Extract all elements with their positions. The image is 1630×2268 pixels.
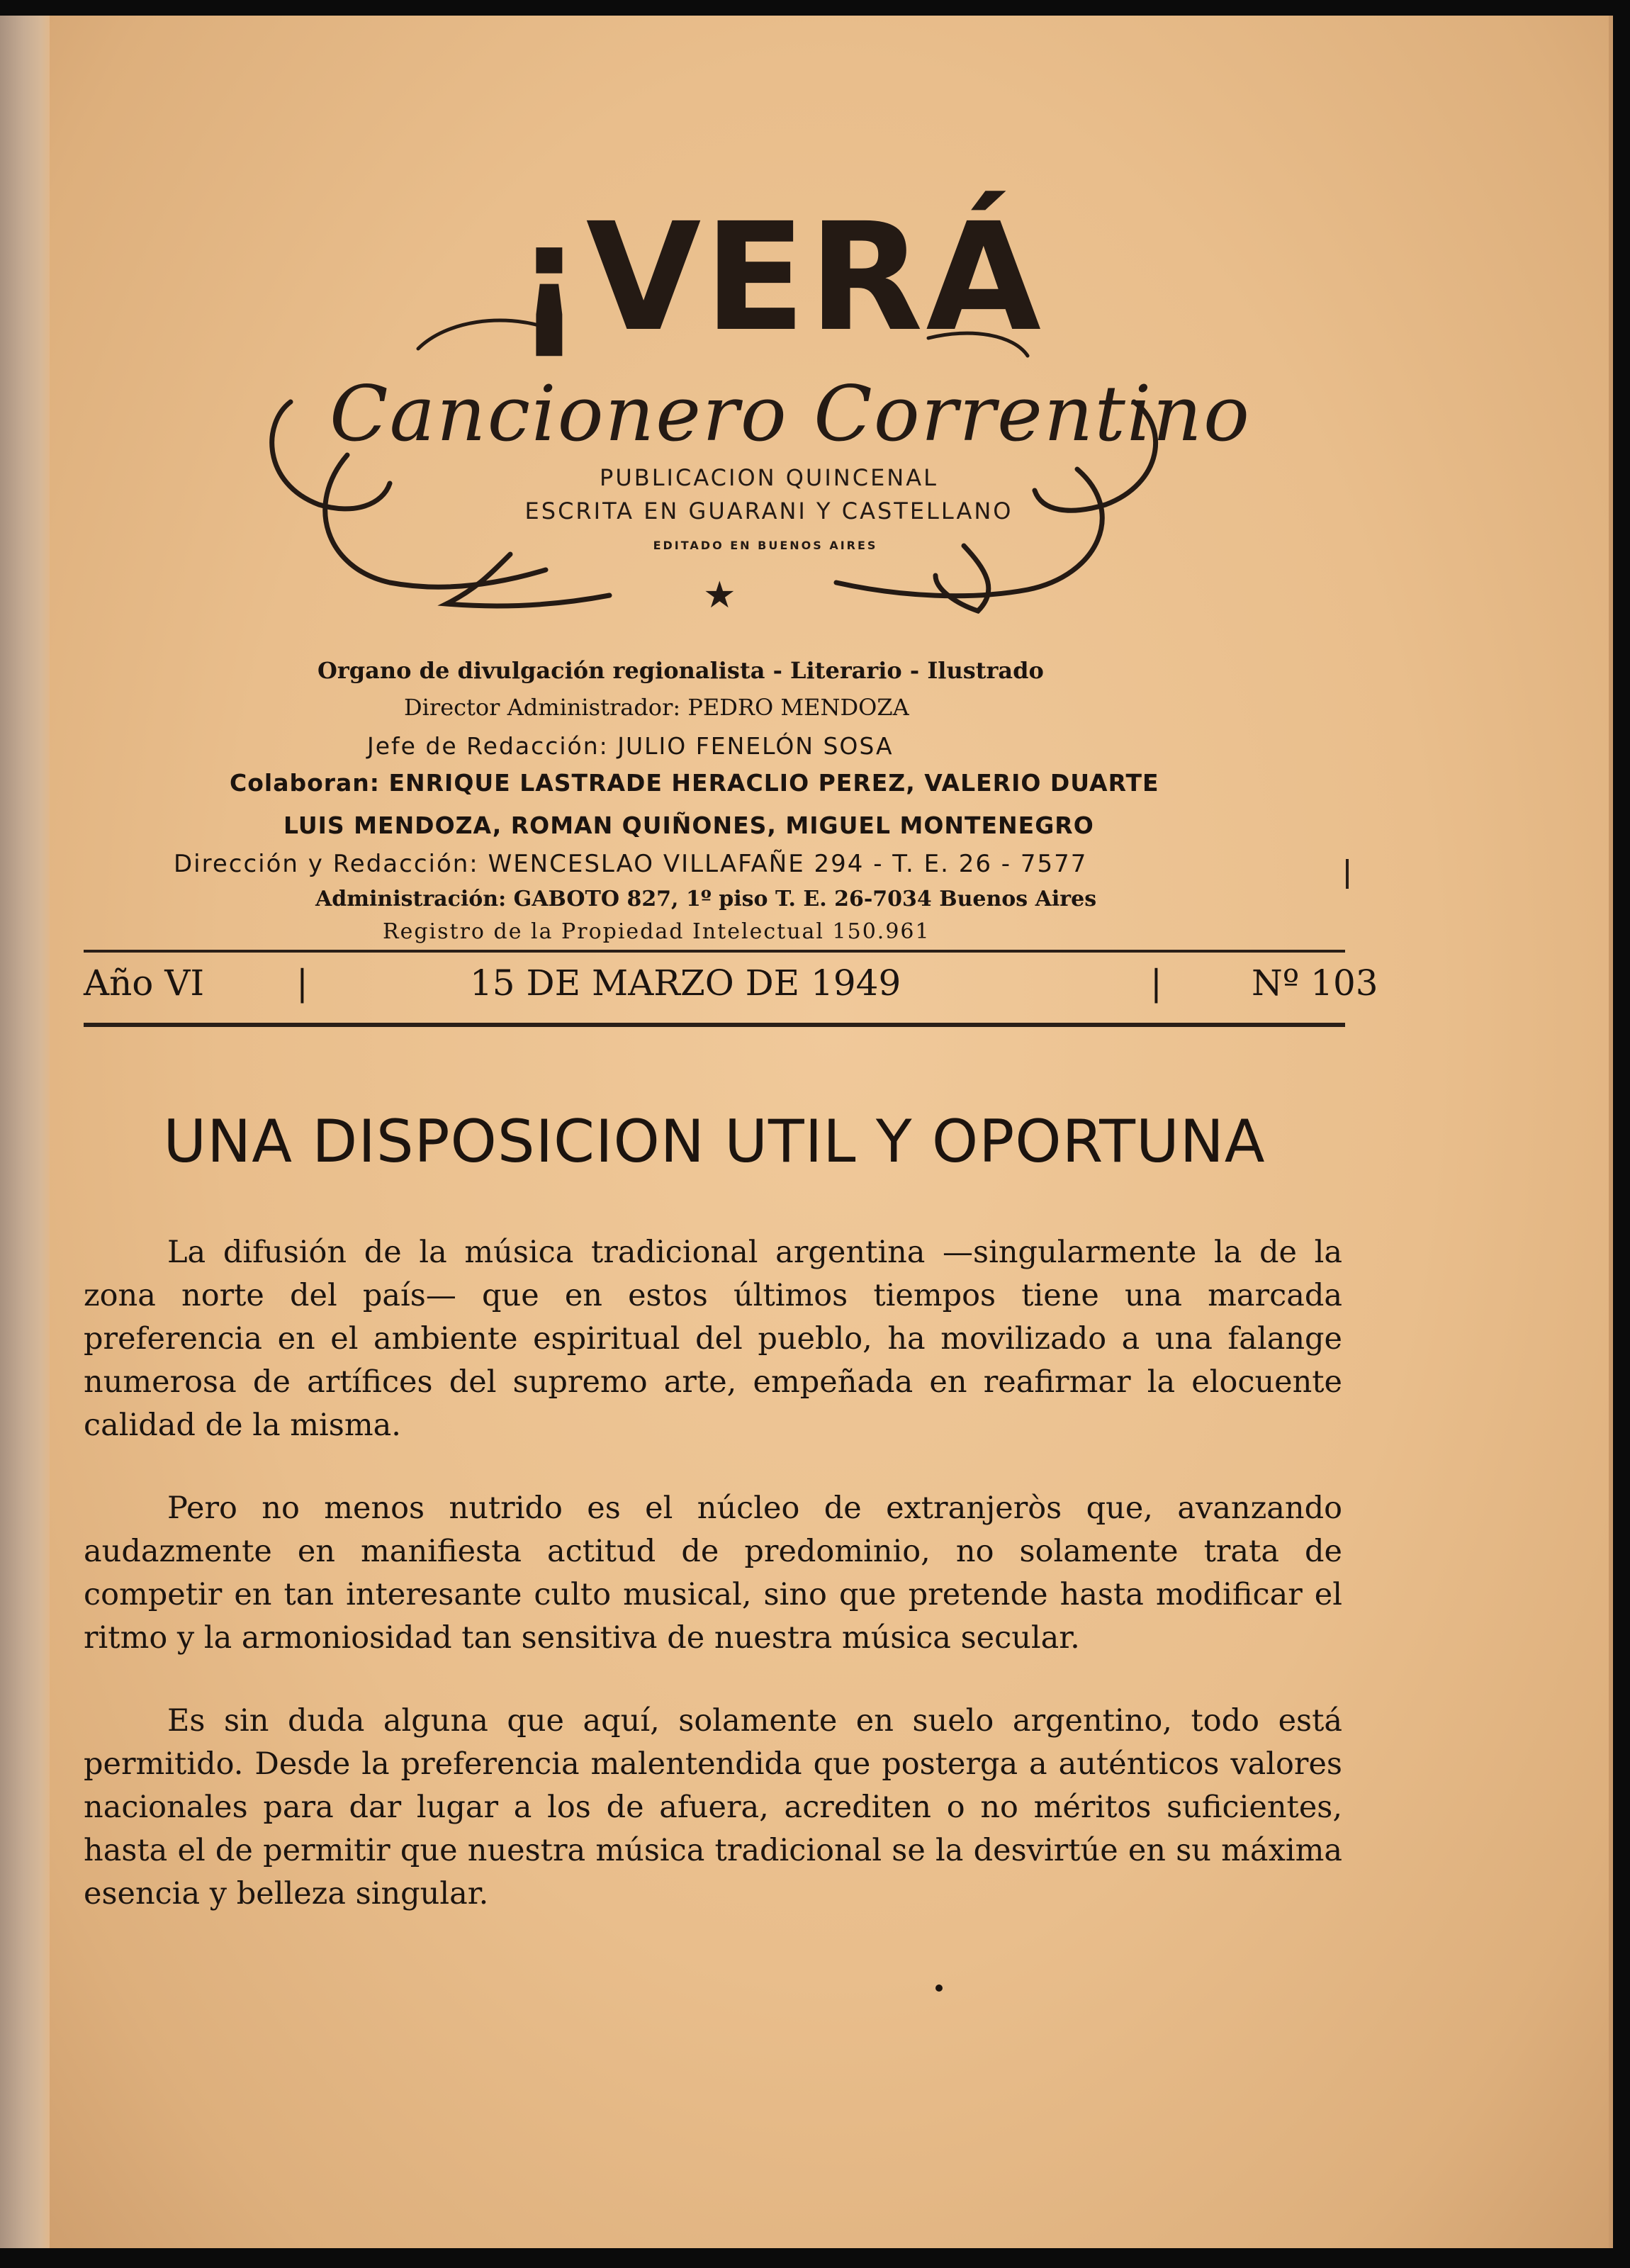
masthead bbox=[50, 16, 1609, 653]
article-headline: UNA DISPOSICION UTIL Y OPORTUNA bbox=[163, 1107, 1266, 1176]
issue-bar bbox=[84, 958, 1378, 1015]
star-icon: ★ bbox=[703, 574, 736, 617]
article-paragraph: Pero no menos nutrido es el núcleo de extranjeròs que, avanzando audazmente en manifiesta actitud de predominio, no solamente trata de competir en tan interesante culto musical, sino que pretende hasta modificar el ritmo y la armoniosidad tan sensitiva de nuestra música secular. bbox=[84, 1491, 1342, 1656]
collaborators-line-1: Colaboran: ENRIQUE LASTRADE HERACLIO PEREZ, VALERIO DUARTE bbox=[230, 769, 1159, 797]
magazine-subtitle: Cancionero Correntino bbox=[330, 370, 1251, 459]
publication-languages: ESCRITA EN GUARANI Y CASTELLANO bbox=[524, 498, 1013, 524]
administration-line: Administración: GABOTO 827, 1º piso T. E. 26-7034 Buenos Aires bbox=[315, 887, 1097, 911]
editor-line: Jefe de Redacción: JULIO FENELÓN SOSA bbox=[367, 732, 894, 760]
issue-number: Nº 103 bbox=[1252, 962, 1378, 1004]
collaborators-line-2: LUIS MENDOZA, ROMAN QUIÑONES, MIGUEL MONTENEGRO bbox=[283, 812, 1094, 839]
registry-line: Registro de la Propiedad Intelectual 150.961 bbox=[383, 919, 931, 944]
magazine-page bbox=[50, 16, 1613, 2248]
issue-date: 15 DE MARZO DE 1949 bbox=[470, 962, 901, 1004]
margin-mark bbox=[1346, 859, 1349, 889]
magazine-title: ¡VERÁ bbox=[515, 191, 1044, 364]
top-rule bbox=[84, 950, 1345, 953]
issue-separator: | bbox=[1150, 962, 1162, 1004]
article-paragraph: La difusión de la música tradicional argentina —singularmente la de la zona norte del país— que en estos últimos tiempos tiene una marcada preferencia en el ambiente espiritual del pueblo, ha movilizado a una falange numerosa de artífices del supremo arte, empeñada en reafirmar la elocuente calidad de la misma. bbox=[84, 1235, 1342, 1443]
director-line: Director Administrador: PEDRO MENDOZA bbox=[404, 694, 909, 721]
organ-line: Organo de divulgación regionalista - Literario - Ilustrado bbox=[317, 657, 1044, 684]
issue-separator: | bbox=[296, 962, 308, 1004]
issue-year: Año VI bbox=[84, 962, 205, 1004]
print-speck bbox=[935, 1984, 943, 1992]
publication-place: EDITADO EN BUENOS AIRES bbox=[653, 539, 878, 552]
publication-frequency: PUBLICACION QUINCENAL bbox=[600, 464, 938, 491]
article-paragraph: Es sin duda alguna que aquí, solamente en suelo argentino, todo está permitido. Desde la preferencia malentendida que posterga a auténticos valores nacionales para dar lugar a los de afuera, acrediten o no méritos suficientes, hasta el de permitir que nuestra música tradicional se la desvirtúe en su máxima esencia y belleza singular. bbox=[84, 1703, 1342, 1911]
bottom-rule bbox=[84, 1023, 1345, 1027]
article-body bbox=[84, 1231, 1342, 1955]
address-line: Dirección y Redacción: WENCESLAO VILLAFAÑE 294 - T. E. 26 - 7577 bbox=[174, 850, 1088, 878]
